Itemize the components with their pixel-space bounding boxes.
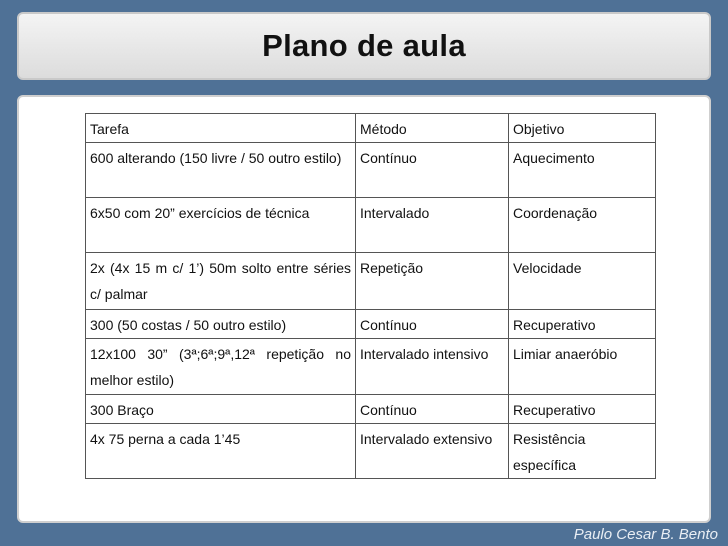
table-row [86,395,656,424]
cell-metodo: Repetição [356,253,509,310]
title-bar [17,12,711,80]
header-cell-objetivo: Objetivo [509,114,656,143]
slide-title: Plano de aula [262,28,466,63]
table-row [86,339,656,395]
header-cell-metodo: Método [356,114,509,143]
table-row [86,253,656,310]
cell-tarefa: 600 alterando (150 livre / 50 outro estilo) [86,143,356,198]
cell-tarefa: 2x (4x 15 m c/ 1’) 50m solto entre séries c/ palmar [86,253,356,310]
table-row [86,143,656,198]
table-row [86,310,656,339]
cell-tarefa: 4x 75 perna a cada 1’45 [86,424,356,479]
cell-objetivo: Recuperativo [509,310,656,339]
lesson-plan-table-wrap [85,113,655,479]
cell-objetivo: Resistência específica [509,424,656,479]
table-row [86,198,656,253]
header-cell-tarefa: Tarefa [86,114,356,143]
cell-metodo: Contínuo [356,310,509,339]
table-row [86,424,656,479]
table-header-row [86,114,656,143]
cell-objetivo: Coordenação [509,198,656,253]
cell-objetivo: Recuperativo [509,395,656,424]
cell-tarefa: 6x50 com 20” exercícios de técnica [86,198,356,253]
cell-metodo: Contínuo [356,143,509,198]
cell-tarefa: 300 Braço [86,395,356,424]
cell-metodo: Intervalado intensivo [356,339,509,395]
cell-metodo: Contínuo [356,395,509,424]
cell-tarefa: 12x100 30” (3ª;6ª;9ª,12ª repetição no melhor estilo) [86,339,356,395]
author-footer: Paulo Cesar B. Bento [573,526,718,543]
cell-metodo: Intervalado extensivo [356,424,509,479]
cell-tarefa: 300 (50 costas / 50 outro estilo) [86,310,356,339]
lesson-plan-table [85,113,656,479]
cell-objetivo: Velocidade [509,253,656,310]
cell-metodo: Intervalado [356,198,509,253]
cell-objetivo: Limiar anaeróbio [509,339,656,395]
cell-objetivo: Aquecimento [509,143,656,198]
